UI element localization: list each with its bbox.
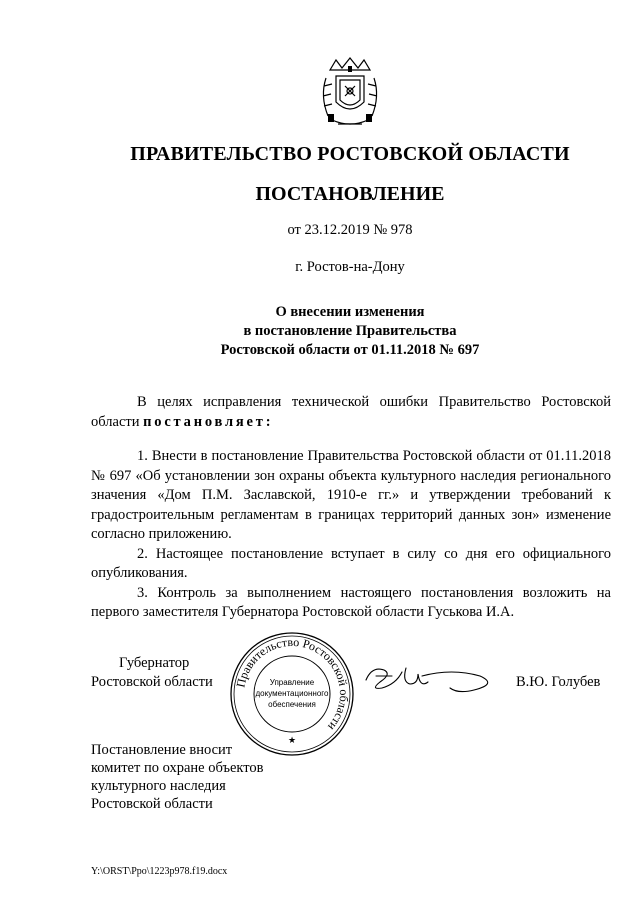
subject-line-2: в постановление Правительства bbox=[243, 323, 457, 339]
seal-inner-line-2: документационного bbox=[255, 689, 329, 698]
handwritten-signature bbox=[362, 658, 502, 698]
intro-paragraph bbox=[91, 393, 611, 432]
note-line-3: культурного наследия bbox=[91, 778, 226, 794]
note-line-1: Постановление вносит bbox=[91, 742, 233, 758]
seal-inner-line-3: обеспечения bbox=[268, 700, 316, 709]
footer-file-path: Y:\ORST\Ppo\1223p978.f19.docx bbox=[91, 866, 228, 877]
note-line-4: Ростовской области bbox=[91, 796, 213, 812]
decree-items bbox=[91, 447, 611, 623]
government-title: ПРАВИТЕЛЬСТВО РОСТОВСКОЙ ОБЛАСТИ bbox=[130, 143, 570, 165]
coat-of-arms-emblem bbox=[318, 56, 382, 132]
document-subject bbox=[60, 303, 640, 360]
intro-decree-word: постановляет: bbox=[143, 413, 274, 430]
seal-ring-text: Правительство Ростовской области bbox=[233, 634, 352, 734]
decree-item-3: 3. Контроль за выполнением настоящего постановления возложить на первого заместителя Губернатора Ростовской области Гуськова И.А. bbox=[91, 584, 611, 620]
intro-text: В целях исправления технической ошибки Правительство Ростовской области bbox=[91, 394, 611, 430]
signer-name: В.Ю. Голубев bbox=[516, 674, 601, 690]
note-line-2: комитет по охране объектов bbox=[91, 760, 264, 776]
signer-position-line-2: Ростовской области bbox=[91, 674, 213, 690]
document-date-number: от 23.12.2019 № 978 bbox=[287, 222, 413, 238]
submitter-note bbox=[91, 741, 264, 813]
official-seal bbox=[229, 631, 355, 757]
signer-position bbox=[91, 654, 213, 692]
seal-star-icon: ★ bbox=[287, 735, 297, 745]
subject-line-3: Ростовской области от 01.11.2018 № 697 bbox=[220, 342, 480, 358]
document-place: г. Ростов-на-Дону bbox=[295, 259, 405, 275]
document-type-title: ПОСТАНОВЛЕНИЕ bbox=[255, 183, 445, 205]
decree-item-2: 2. Настоящее постановление вступает в силу со дня его официального опубликования. bbox=[91, 545, 611, 581]
subject-line-1: О внесении изменения bbox=[275, 304, 425, 320]
decree-item-1: 1. Внести в постановление Правительства Ростовской области от 01.11.2018 № 697 «Об установлении зон охраны объекта культурного наследия регионального значения «Дом П.М. Заславской, 1910-е гг.» и утверждении требований к градостроительным регламентам в границах территорий данных зон» изменение согласно приложению. bbox=[91, 448, 611, 542]
seal-inner-line-1: Управление bbox=[269, 678, 315, 687]
signer-position-line-1: Губернатор bbox=[119, 655, 190, 671]
